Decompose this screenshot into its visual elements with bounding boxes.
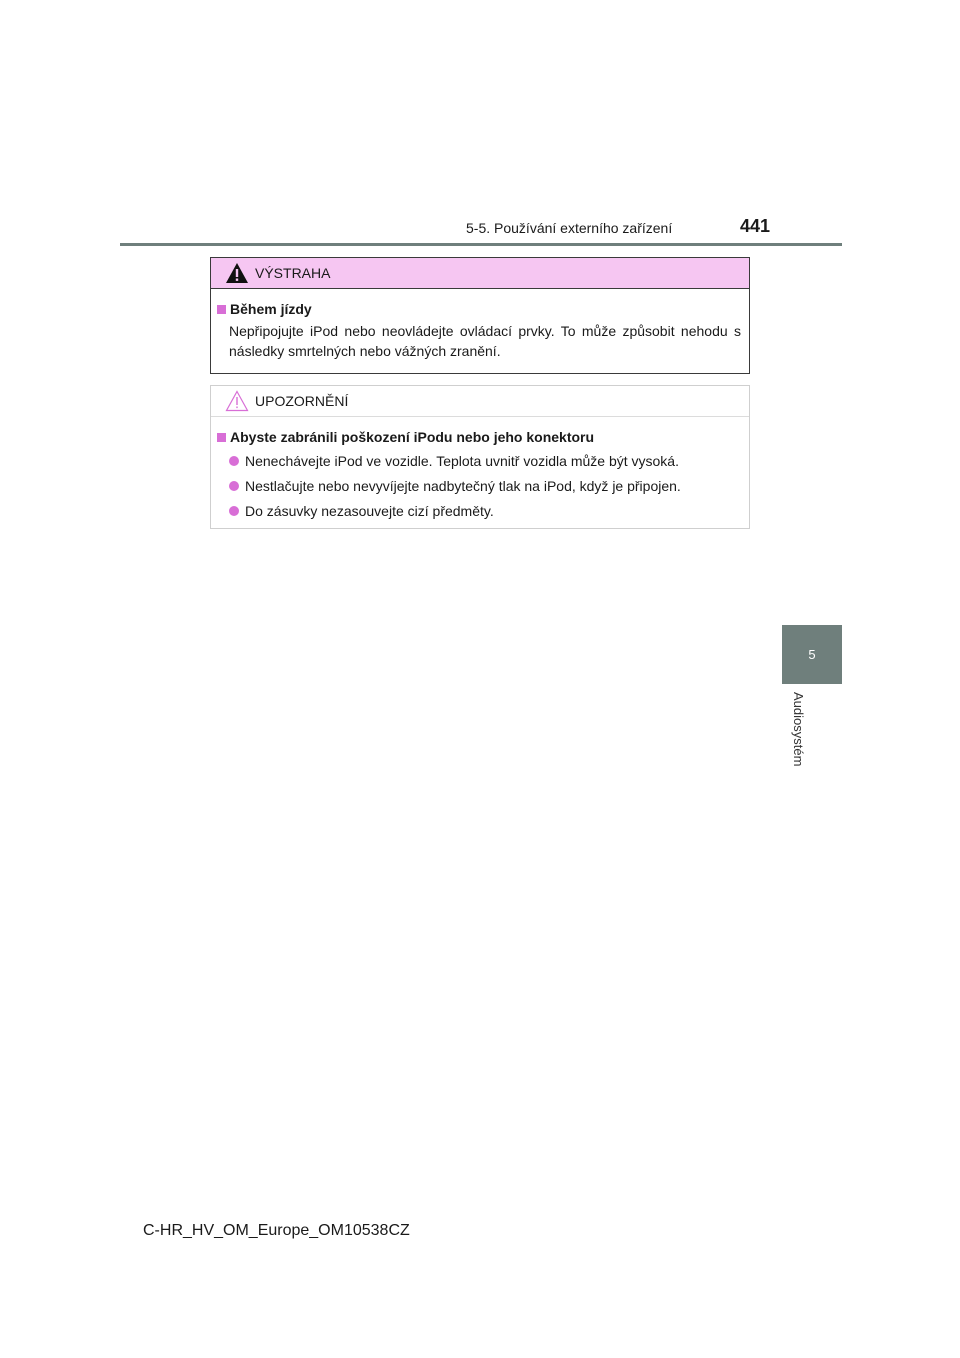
section-title: 5-5. Používání externího zařízení bbox=[466, 220, 673, 236]
caution-header bbox=[211, 386, 749, 417]
square-bullet-icon bbox=[217, 305, 226, 314]
caution-title: UPOZORNĚNÍ bbox=[255, 393, 349, 409]
list-item-text: Nestlačujte nebo nevyvíjejte nadbytečný tlak na iPod, když je připojen. bbox=[245, 478, 681, 494]
page-number: 441 bbox=[740, 216, 771, 236]
warning-text: Nepřipojujte iPod nebo neovládejte ovládací prvky. To může způsobit nehodu s následky smrtelných nebo vážných zranění. bbox=[229, 323, 741, 359]
list-item-text: Nenechávejte iPod ve vozidle. Teplota uvnitř vozidla může být vysoká. bbox=[245, 453, 679, 469]
dot-bullet-icon bbox=[229, 456, 239, 466]
caution-body bbox=[211, 417, 749, 520]
header-divider bbox=[120, 243, 842, 246]
document-code: C-HR_HV_OM_Europe_OM10538CZ bbox=[143, 1222, 410, 1239]
warning-box bbox=[210, 257, 750, 374]
warning-body bbox=[211, 289, 749, 361]
list-item bbox=[229, 477, 741, 495]
chapter-label: Audiosystém bbox=[791, 692, 806, 767]
dot-bullet-icon bbox=[229, 506, 239, 516]
caution-triangle-icon bbox=[225, 390, 249, 412]
dot-bullet-icon bbox=[229, 481, 239, 491]
warning-heading-text: Během jízdy bbox=[230, 301, 312, 317]
chapter-tab bbox=[782, 625, 842, 684]
chapter-number: 5 bbox=[808, 647, 816, 662]
list-item-text: Do zásuvky nezasouvejte cizí předměty. bbox=[245, 503, 494, 519]
caution-heading bbox=[217, 429, 741, 445]
caution-heading-text: Abyste zabránili poškození iPodu nebo jeho konektoru bbox=[230, 429, 595, 445]
caution-box bbox=[210, 385, 750, 529]
square-bullet-icon bbox=[217, 433, 226, 442]
list-item bbox=[229, 502, 741, 520]
warning-title: VÝSTRAHA bbox=[255, 265, 331, 281]
warning-triangle-icon bbox=[225, 262, 249, 284]
warning-heading bbox=[217, 301, 741, 317]
list-item bbox=[229, 452, 741, 470]
warning-header bbox=[211, 258, 749, 289]
